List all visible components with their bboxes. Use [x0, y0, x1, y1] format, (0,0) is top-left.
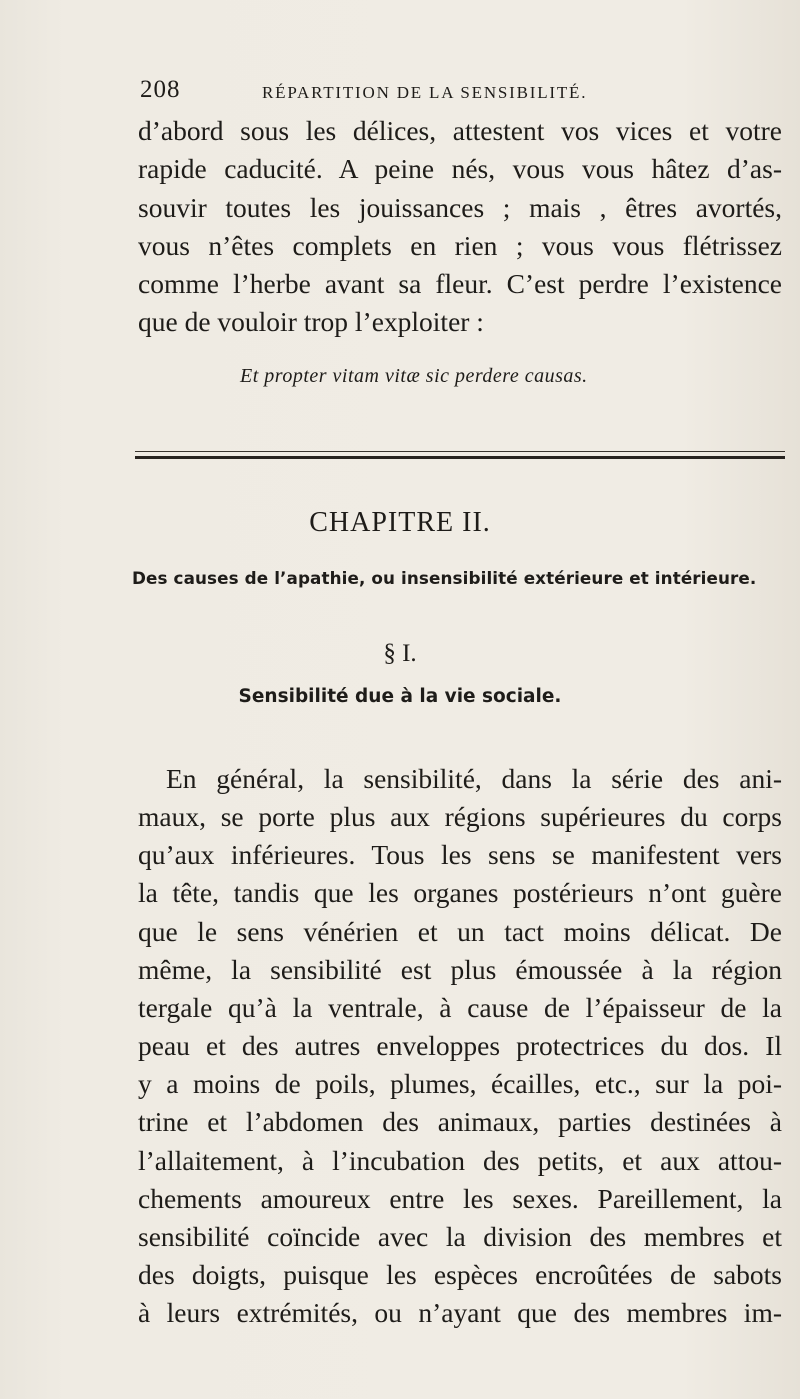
text-line: trine et l’abdomen des animaux, parties destinées à	[138, 1106, 782, 1138]
text-line: que le sens vénérien et un tact moins délicat. De	[138, 915, 782, 947]
page-number: 208	[140, 76, 181, 103]
page-header	[140, 76, 660, 116]
text-line: la tête, tandis que les organes postérieurs n’ont guère	[138, 877, 782, 909]
text-line: rapide caducité. A peine nés, vous vous hâtez d’as-	[138, 153, 782, 185]
chapter-title: CHAPITRE II.	[309, 507, 491, 538]
latin-quote: Et propter vitam vitæ sic perdere causas.	[240, 365, 588, 387]
text-line: maux, se porte plus aux régions supérieures du corps	[138, 801, 782, 833]
text-line: que de vouloir trop l’exploiter :	[138, 306, 484, 338]
text-line: à leurs extrémités, ou n’ayant que des membres im-	[138, 1297, 782, 1329]
section-divider-thick	[135, 456, 785, 459]
text-line: vous n’êtes complets en rien ; vous vous flétrissez	[138, 229, 782, 261]
text-line: sensibilité coïncide avec la division des membres et	[138, 1220, 782, 1252]
section-number: § I.	[383, 640, 417, 667]
text-line: l’allaitement, à l’incubation des petits, et aux attou-	[138, 1144, 782, 1176]
text-line: souvir toutes les jouissances ; mais , êtres avortés,	[138, 191, 782, 223]
text-line: chements amoureux entre les sexes. Pareillement, la	[138, 1182, 782, 1214]
text-line: même, la sensibilité est plus émoussée à la région	[138, 953, 782, 985]
body-paragraph	[138, 760, 782, 1332]
text-line: y a moins de poils, plumes, écailles, etc., sur la poi-	[138, 1068, 782, 1100]
text-line: En général, la sensibilité, dans la série des ani-	[166, 763, 782, 794]
running-title: RÉPARTITION DE LA SENSIBILITÉ.	[262, 83, 588, 102]
chapter-subtitle: Des causes de l’apathie, ou insensibilité extérieure et intérieure.	[132, 568, 757, 588]
section-title: Sensibilité due à la vie sociale.	[238, 686, 562, 707]
text-line: qu’aux inférieures. Tous les sens se manifestent vers	[138, 839, 782, 871]
text-line: d’abord sous les délices, attestent vos vices et votre	[138, 115, 782, 146]
intro-paragraph	[138, 112, 782, 342]
text-line: tergale qu’à la ventrale, à cause de l’épaisseur de la	[138, 991, 782, 1023]
text-line: peau et des autres enveloppes protectrices du dos. Il	[138, 1030, 782, 1062]
text-line: des doigts, puisque les espèces encroûtées de sabots	[138, 1259, 782, 1291]
section-divider-thin	[135, 451, 785, 452]
text-line: comme l’herbe avant sa fleur. C’est perdre l’existence	[138, 268, 782, 300]
